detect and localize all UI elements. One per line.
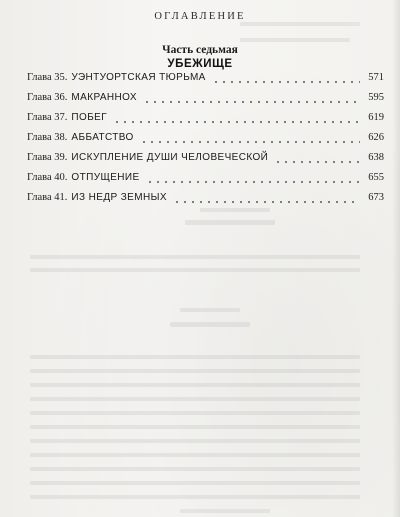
page-edge-shadow: [392, 0, 400, 517]
toc-entry[interactable]: [27, 88, 384, 108]
part-label: Часть седьмая: [162, 44, 238, 56]
table-of-contents: [27, 68, 384, 208]
page-number: 673: [368, 192, 384, 203]
chapter-number: Глава 36.: [27, 92, 68, 103]
part-title: УБЕЖИЩЕ: [167, 58, 233, 70]
chapter-number: Глава 37.: [27, 112, 68, 123]
page-header: ОГЛАВЛЕНИЕ: [154, 11, 246, 22]
page-number: 655: [368, 172, 384, 183]
chapter-number: Глава 41.: [27, 192, 68, 203]
dot-leader: [143, 101, 360, 103]
page-number: 638: [368, 152, 384, 163]
toc-entry[interactable]: [27, 108, 384, 128]
chapter-title: ИСКУПЛЕНИЕ ДУШИ ЧЕЛОВЕЧЕСКОЙ: [71, 152, 269, 163]
chapter-title: ПОБЕГ: [71, 112, 108, 123]
toc-entry[interactable]: [27, 128, 384, 148]
chapter-number: Глава 39.: [27, 152, 68, 163]
chapter-title: АББАТСТВО: [71, 132, 134, 143]
dot-leader: [274, 161, 360, 163]
chapter-number: Глава 38.: [27, 132, 68, 143]
toc-entry[interactable]: [27, 68, 384, 88]
chapter-title: ОТПУЩЕНИЕ: [71, 172, 140, 183]
page-number: 595: [368, 92, 384, 103]
page-number: 571: [368, 72, 384, 83]
dot-leader: [212, 81, 360, 83]
dot-leader: [146, 181, 360, 183]
dot-leader: [140, 141, 360, 143]
chapter-title: УЭНТУОРТСКАЯ ТЮРЬМА: [71, 72, 206, 83]
toc-entry[interactable]: [27, 188, 384, 208]
chapter-title: МАКРАННОХ: [71, 92, 137, 103]
dot-leader: [113, 121, 360, 123]
chapter-title: ИЗ НЕДР ЗЕМНЫХ: [71, 192, 167, 203]
dot-leader: [173, 201, 360, 203]
chapter-number: Глава 40.: [27, 172, 68, 183]
toc-entry[interactable]: [27, 148, 384, 168]
page-number: 626: [368, 132, 384, 143]
toc-entry[interactable]: [27, 168, 384, 188]
page-number: 619: [368, 112, 384, 123]
chapter-number: Глава 35.: [27, 72, 68, 83]
